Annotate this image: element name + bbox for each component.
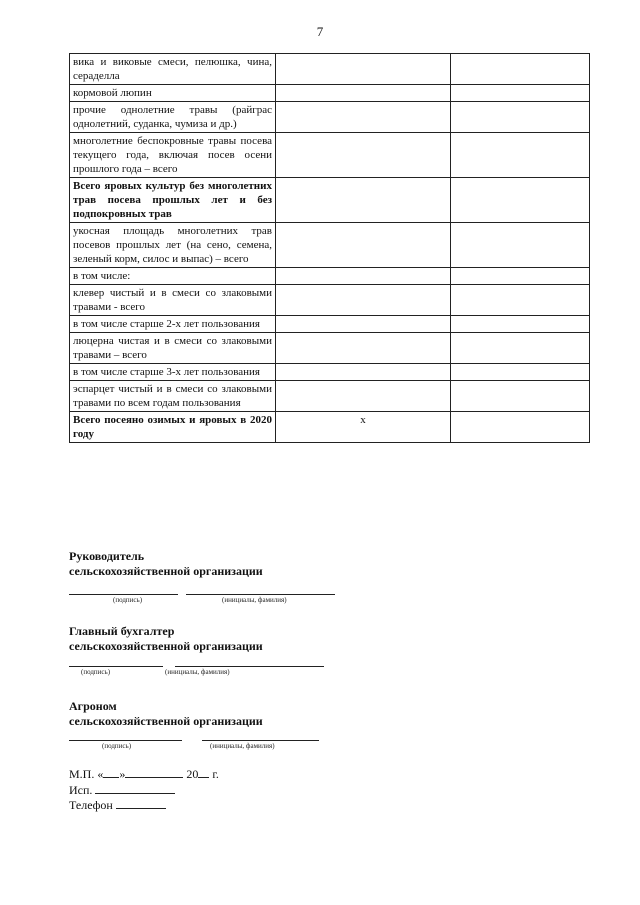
- row-label: Всего яровых культур без многолетних трав посева прошлых лет и без подпокровных трав: [70, 178, 276, 223]
- table-row: [70, 412, 590, 443]
- row-value-col3[interactable]: [451, 381, 590, 412]
- row-value-col2[interactable]: [276, 85, 451, 102]
- signature-head-sign-caption: (подпись): [113, 596, 143, 604]
- table-row: [70, 178, 590, 223]
- signature-accountant-name-line[interactable]: [175, 666, 324, 667]
- row-value-col3[interactable]: [451, 412, 590, 443]
- signature-agronomist-sign-line[interactable]: [69, 740, 182, 741]
- row-value-col3[interactable]: [451, 316, 590, 333]
- signature-agronomist-sign-caption: (подпись): [102, 742, 132, 750]
- row-label: вика и виковые смеси, пелюшка, чина, сераделла: [70, 54, 276, 85]
- row-value-col3[interactable]: [451, 178, 590, 223]
- table-row: [70, 133, 590, 178]
- signature-head-sign-line[interactable]: [69, 594, 178, 595]
- row-label: в том числе:: [70, 268, 276, 285]
- row-value-col2[interactable]: [276, 178, 451, 223]
- row-value-col2[interactable]: [276, 381, 451, 412]
- stamp-date-line: [69, 766, 219, 782]
- row-value-col3[interactable]: [451, 333, 590, 364]
- year-suffix: г.: [212, 767, 219, 781]
- row-value-col2[interactable]: х: [276, 412, 451, 443]
- signature-accountant-org: сельскохозяйственной организации: [69, 639, 263, 653]
- phone-blank[interactable]: [116, 797, 166, 809]
- row-label: прочие однолетние травы (райграс однолетний, суданка, чумиза и др.): [70, 102, 276, 133]
- signature-head-title: [69, 549, 263, 579]
- row-value-col2[interactable]: [276, 364, 451, 381]
- signature-agronomist-org: сельскохозяйственной организации: [69, 714, 263, 728]
- signature-agronomist-name-caption: (инициалы, фамилия): [210, 742, 275, 750]
- day-blank[interactable]: [103, 766, 119, 778]
- executor-line: [69, 782, 175, 798]
- row-value-col3[interactable]: [451, 54, 590, 85]
- signature-agronomist-role: Агроном: [69, 699, 117, 713]
- signature-accountant-title: [69, 624, 263, 654]
- row-value-col2[interactable]: [276, 316, 451, 333]
- row-label: в том числе старше 3-х лет пользования: [70, 364, 276, 381]
- table-body: [70, 54, 590, 443]
- table-row: [70, 85, 590, 102]
- row-label: многолетние беспокровные травы посева текущего года, включая посев осени прошлого года – всего: [70, 133, 276, 178]
- signature-accountant-sign-caption: (подпись): [81, 668, 111, 676]
- row-value-col3[interactable]: [451, 85, 590, 102]
- table-row: [70, 268, 590, 285]
- row-value-col3[interactable]: [451, 268, 590, 285]
- row-value-col2[interactable]: [276, 102, 451, 133]
- signature-head-name-caption: (инициалы, фамилия): [222, 596, 287, 604]
- signature-agronomist-title: [69, 699, 263, 729]
- table-row: [70, 381, 590, 412]
- row-value-col2[interactable]: [276, 54, 451, 85]
- phone-line: [69, 797, 166, 813]
- table-row: [70, 364, 590, 381]
- executor-blank[interactable]: [95, 782, 175, 794]
- row-value-col2[interactable]: [276, 285, 451, 316]
- row-value-col2[interactable]: [276, 333, 451, 364]
- row-value-col2[interactable]: [276, 223, 451, 268]
- table-row: [70, 102, 590, 133]
- phone-label: Телефон: [69, 798, 113, 812]
- row-label: люцерна чистая и в смеси со злаковыми травами – всего: [70, 333, 276, 364]
- row-label: Всего посеяно озимых и яровых в 2020 году: [70, 412, 276, 443]
- table-row: [70, 54, 590, 85]
- row-label: клевер чистый и в смеси со злаковыми травами - всего: [70, 285, 276, 316]
- row-value-col3[interactable]: [451, 285, 590, 316]
- row-label: в том числе старше 2-х лет пользования: [70, 316, 276, 333]
- row-value-col3[interactable]: [451, 133, 590, 178]
- row-label: кормовой люпин: [70, 85, 276, 102]
- row-label: эспарцет чистый и в смеси со злаковыми травами по всем годам пользования: [70, 381, 276, 412]
- table-row: [70, 333, 590, 364]
- signature-head-name-line[interactable]: [186, 594, 335, 595]
- stamp-quote-close: »: [119, 767, 126, 781]
- executor-label: Исп.: [69, 783, 93, 797]
- signature-head-role: Руководитель: [69, 549, 145, 563]
- table-row: [70, 285, 590, 316]
- row-value-col2[interactable]: [276, 268, 451, 285]
- row-value-col3[interactable]: [451, 364, 590, 381]
- month-blank[interactable]: [125, 766, 183, 778]
- signature-accountant-sign-line[interactable]: [69, 666, 163, 667]
- crop-area-table: [69, 53, 590, 443]
- row-value-col3[interactable]: [451, 102, 590, 133]
- table-row: [70, 316, 590, 333]
- signature-head-org: сельскохозяйственной организации: [69, 564, 263, 578]
- signature-accountant-role: Главный бухгалтер: [69, 624, 175, 638]
- year-prefix: 20: [186, 767, 199, 781]
- page-number: 7: [316, 24, 324, 39]
- signature-agronomist-name-line[interactable]: [202, 740, 319, 741]
- table-row: [70, 223, 590, 268]
- row-value-col2[interactable]: [276, 133, 451, 178]
- row-value-col3[interactable]: [451, 223, 590, 268]
- row-label: укосная площадь многолетних трав посевов прошлых лет (на сено, семена, зеленый корм, силос и выпас) – всего: [70, 223, 276, 268]
- stamp-label: М.П. «: [69, 767, 104, 781]
- year-blank[interactable]: [198, 766, 209, 778]
- signature-accountant-name-caption: (инициалы, фамилия): [165, 668, 230, 676]
